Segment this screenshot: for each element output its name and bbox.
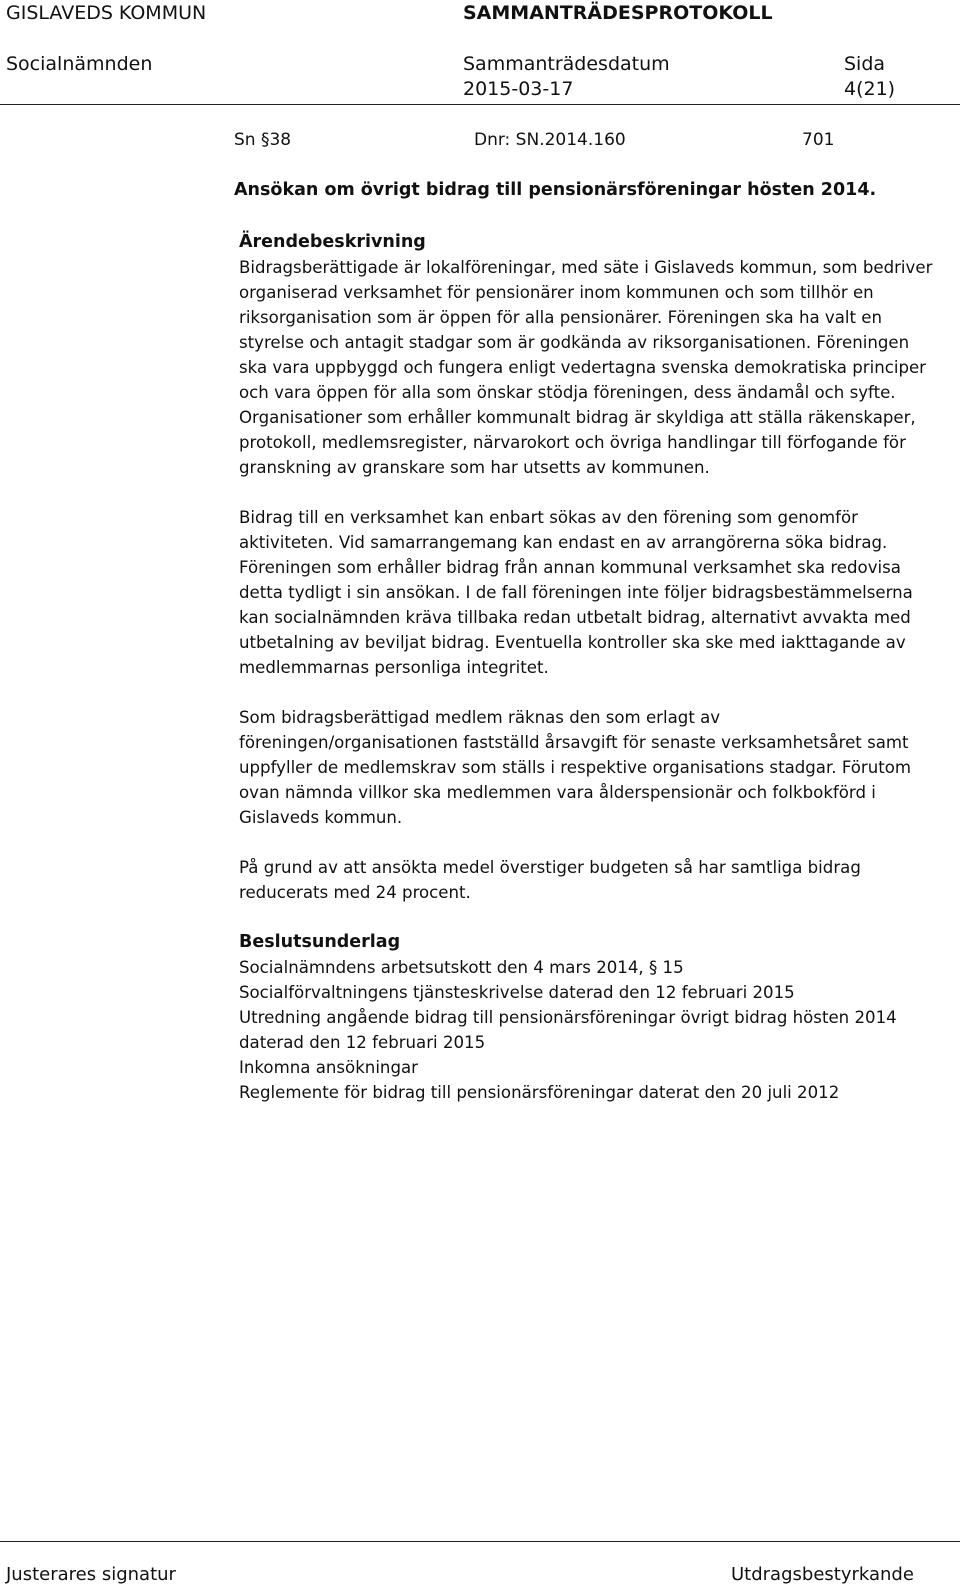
- basis-item: Utredning angående bidrag till pensionärsföreningar övrigt bidrag hösten 2014 daterad den 12 februari 2015: [239, 1008, 897, 1052]
- case-code: 701: [802, 130, 835, 150]
- basis-item: Inkomna ansökningar: [239, 1058, 418, 1077]
- extract-certification-label: Utdragsbestyrkande: [731, 1564, 914, 1585]
- description-paragraph: Bidrag till en verksamhet kan enbart sökas av den förening som genomför aktiviteten. Vid samarrangemang kan endast en av arrangörerna söka bidrag. Föreningen som erhåller bidrag från annan kommunal verksamhet ska redovisa detta tydligt i sin ansökan. I de fall föreningen inte följer bidragsbestämmelserna kan socialnämnden kräva tillbaka redan utbetalt bidrag, alternativt avvakta med utbetalning av beviljat bidrag. Eventuella kontroller ska ske med iakttagande av medlemmarnas personliga integritet.: [239, 508, 913, 677]
- page-number: 4(21): [844, 78, 896, 100]
- page-label: Sida: [844, 53, 886, 75]
- diary-number: Dnr: SN.2014.160: [474, 130, 626, 150]
- basis-heading: Beslutsunderlag: [239, 932, 401, 952]
- basis-item: Reglemente för bidrag till pensionärsföreningar daterat den 20 juli 2012: [239, 1083, 840, 1102]
- header-divider: [0, 104, 960, 105]
- basis-item: Socialförvaltningens tjänsteskrivelse daterad den 12 februari 2015: [239, 983, 795, 1002]
- committee-name: Socialnämnden: [6, 53, 153, 75]
- footer-divider: [0, 1541, 960, 1542]
- case-title: Ansökan om övrigt bidrag till pensionärsföreningar hösten 2014.: [234, 180, 877, 200]
- description-heading: Ärendebeskrivning: [239, 232, 426, 252]
- section-number: Sn §38: [234, 130, 292, 150]
- meeting-date-value: 2015-03-17: [463, 78, 574, 100]
- municipality-name: GISLAVEDS KOMMUN: [6, 2, 207, 24]
- basis-item: Socialnämndens arbetsutskott den 4 mars 2014, § 15: [239, 958, 684, 977]
- adjuster-signature-label: Justerares signatur: [6, 1564, 176, 1585]
- description-paragraph: Bidragsberättigade är lokalföreningar, med säte i Gislaveds kommun, som bedriver organiserad verksamhet för pensionärer inom kommunen och som tillhör en riksorganisation som är öppen för alla pensionärer. Föreningen ska ha valt en styrelse och antagit stadgar som är godkända av riksorganisationen. Föreningen ska vara uppbyggd och fungera enligt vedertagna svenska demokratiska principer och vara öppen för alla som önskar stödja föreningen, dess ändamål och syfte. Organisationer som erhåller kommunalt bidrag är skyldiga att ställa räkenskaper, protokoll, medlemsregister, närvarokort och övriga handlingar till förfogande för granskning av granskare som har utsetts av kommunen.: [239, 258, 933, 477]
- document-type: SAMMANTRÄDESPROTOKOLL: [463, 2, 773, 24]
- meeting-date-label: Sammanträdesdatum: [463, 53, 670, 75]
- main-content: [239, 230, 939, 1105]
- description-paragraph: Som bidragsberättigad medlem räknas den som erlagt av föreningen/organisationen fastställd årsavgift för senaste verksamhetsåret samt uppfyller de medlemskrav som ställs i respektive organisations stadgar. Förutom ovan nämnda villkor ska medlemmen vara ålderspensionär och folkbokförd i Gislaveds kommun.: [239, 708, 912, 827]
- description-paragraph: På grund av att ansökta medel överstiger budgeten så har samtliga bidrag reducerats med 24 procent.: [239, 858, 861, 902]
